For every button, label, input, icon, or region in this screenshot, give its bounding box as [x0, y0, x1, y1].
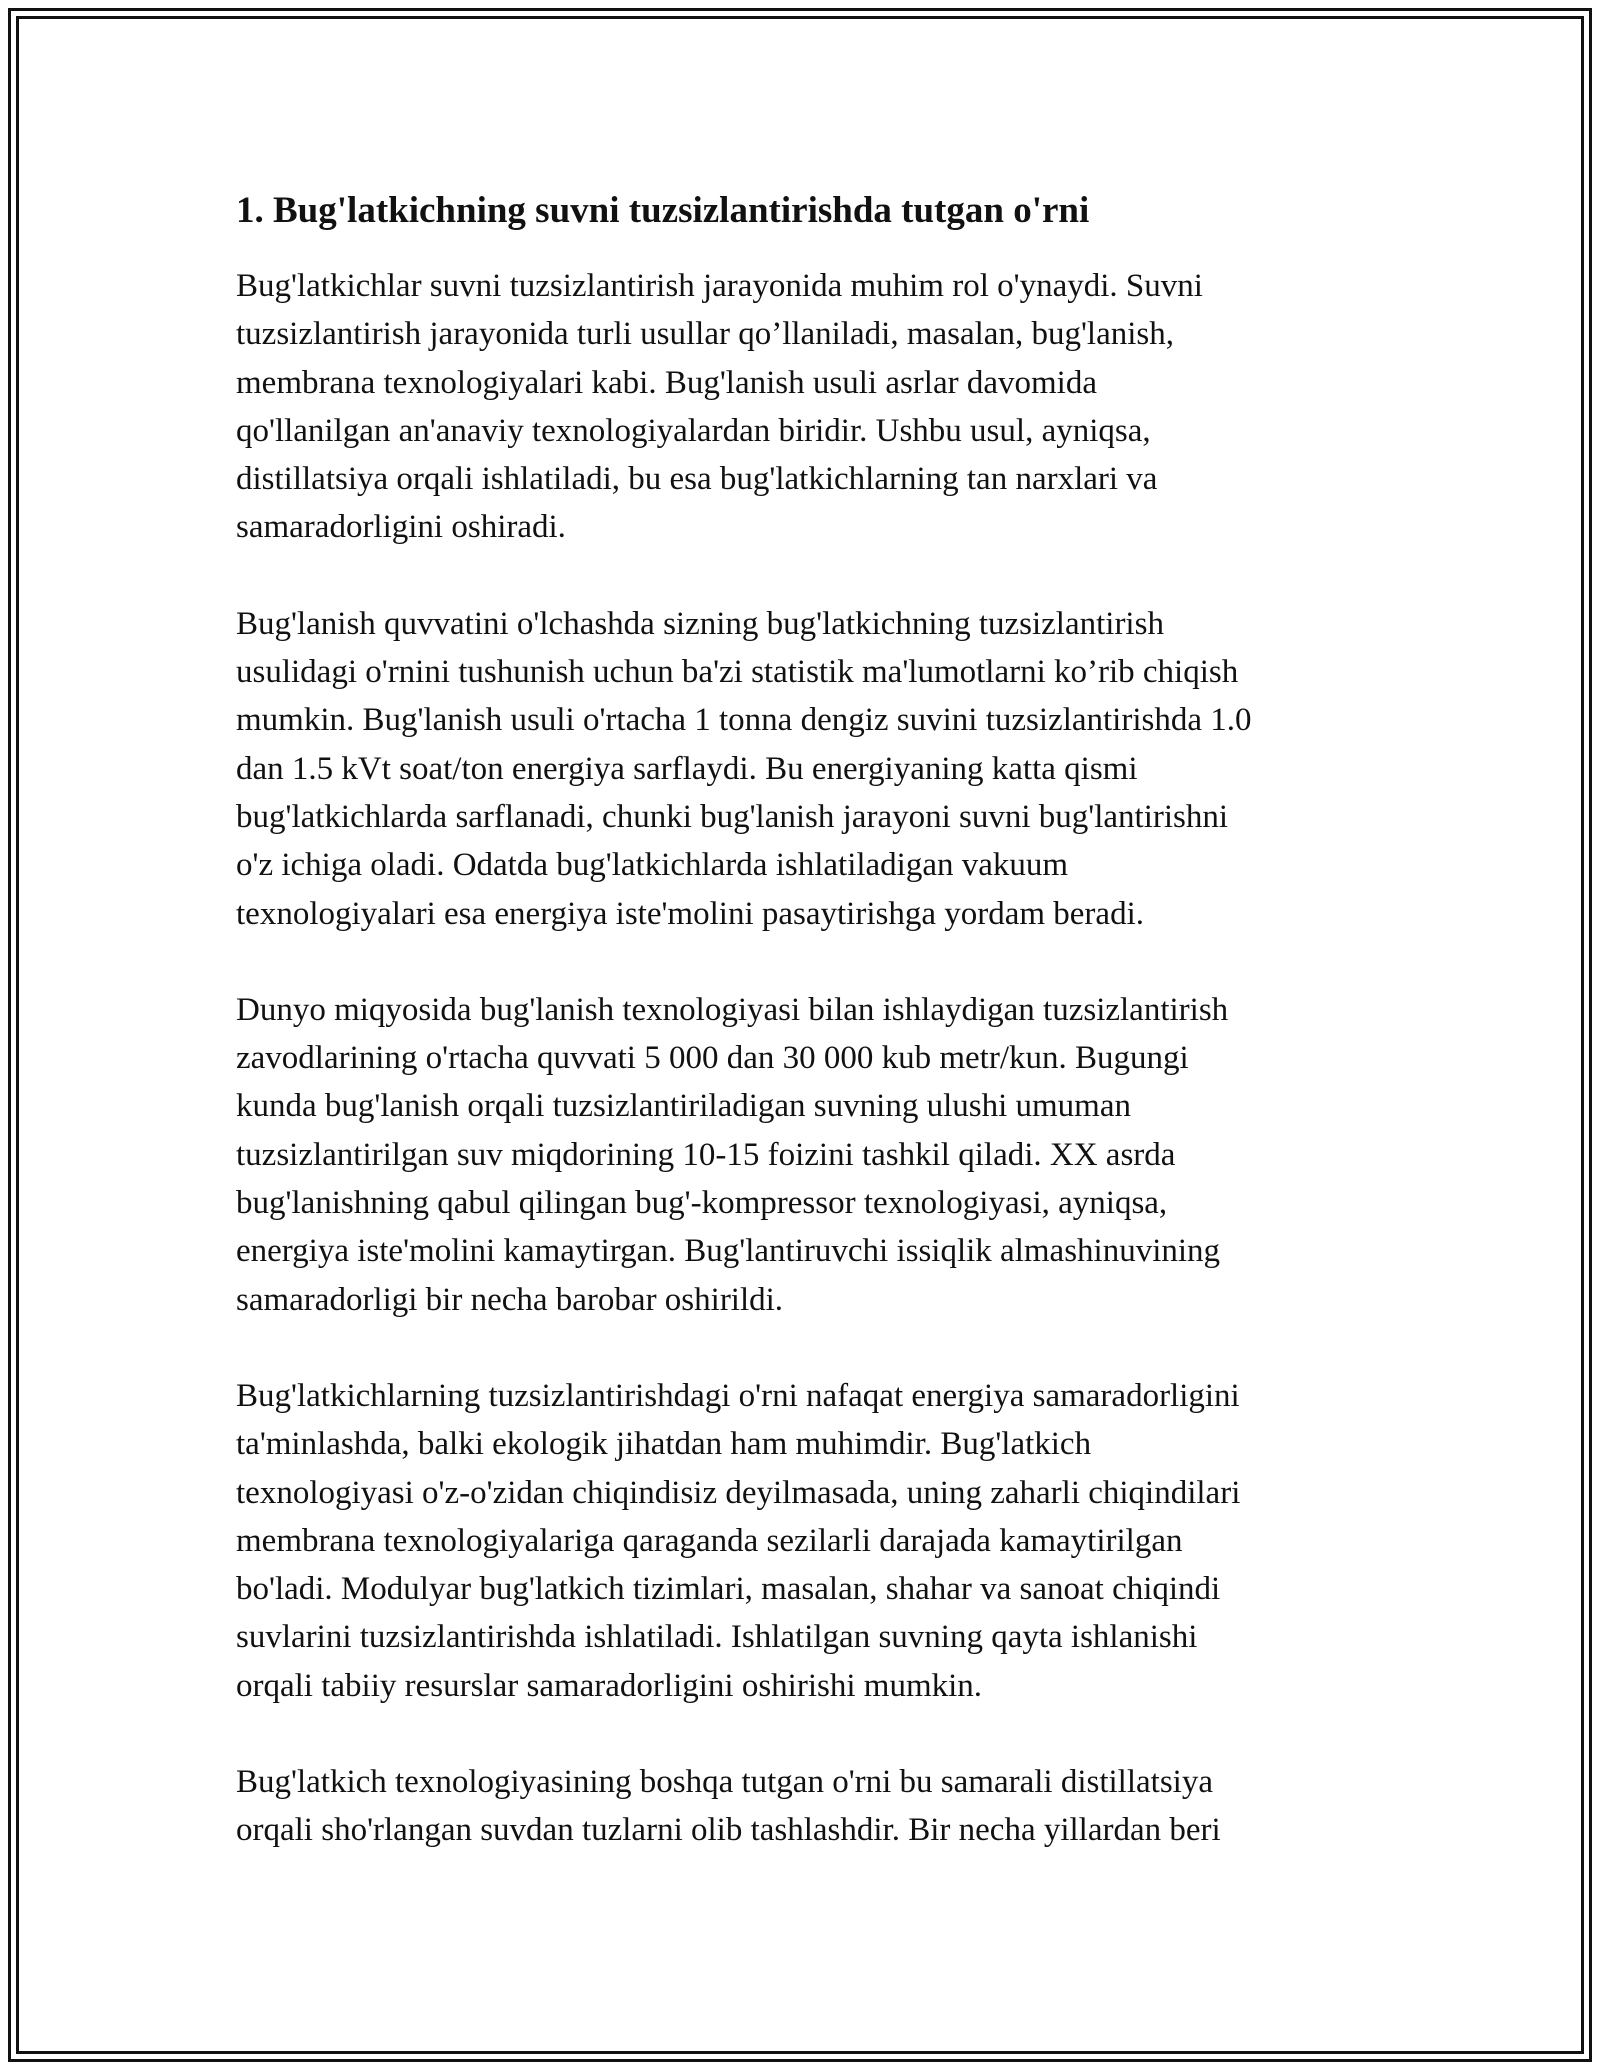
paragraph-line: orqali sho'rlangan suvdan tuzlarni olib tashlashdir. Bir necha yillardan beri — [236, 1812, 1221, 1849]
paragraph-line: membrana texnologiyalari kabi. Bug'lanish usuli asrlar davomida — [236, 364, 1097, 401]
paragraph-1 — [236, 262, 1366, 552]
paragraph-line: tuzsizlantirilgan suv miqdorining 10-15 foizini tashkil qiladi. XX asrda — [236, 1136, 1176, 1173]
paragraph-line: Bug'latkich texnologiyasining boshqa tutgan o'rni bu samarali distillatsiya — [236, 1764, 1213, 1801]
paragraph-line: orqali tabiiy resurslar samaradorligini oshirishi mumkin. — [236, 1667, 983, 1704]
paragraph-2 — [236, 600, 1366, 938]
paragraph-line: o'z ichiga oladi. Odatda bug'latkichlarda ishlatiladigan vakuum — [236, 847, 1069, 884]
paragraph-line: ta'minlashda, balki ekologik jihatdan ham muhimdir. Bug'latkich — [236, 1426, 1092, 1463]
paragraph-line: samaradorligi bir necha barobar oshirildi. — [236, 1281, 784, 1318]
paragraph-line: mumkin. Bug'lanish usuli o'rtacha 1 tonna dengiz suvini tuzsizlantirishda 1.0 — [236, 702, 1252, 739]
document-body — [236, 186, 1366, 1903]
paragraph-line: kunda bug'lanish orqali tuzsizlantiriladigan suvning ulushi umuman — [236, 1088, 1131, 1125]
paragraph-line: suvlarini tuzsizlantirishda ishlatiladi. Ishlatilgan suvning qayta ishlanishi — [236, 1619, 1198, 1656]
paragraph-line: Bug'latkichlar suvni tuzsizlantirish jarayonida muhim rol o'ynaydi. Suvni — [236, 268, 1203, 304]
paragraph-5 — [236, 1758, 1366, 1855]
paragraph-line: Bug'latkichlarning tuzsizlantirishdagi o'rni nafaqat energiya samaradorligini — [236, 1377, 1240, 1414]
paragraph-line: zavodlarining o'rtacha quvvati 5 000 dan 30 000 kub metr/kun. Bugungi — [236, 1040, 1189, 1077]
paragraph-line: dan 1.5 kVt soat/ton energiya sarflaydi. Bu energiyaning katta qismi — [236, 750, 1138, 787]
paragraph-line: tuzsizlantirish jarayonida turli usullar qo’llaniladi, masalan, bug'lanish, — [236, 316, 1174, 353]
paragraph-line: bug'latkichlarda sarflanadi, chunki bug'lanish jarayoni suvni bug'lantirishni — [236, 798, 1229, 835]
paragraph-4 — [236, 1372, 1366, 1710]
paragraph-line: Dunyo miqyosida bug'lanish texnologiyasi bilan ishlaydigan tuzsizlantirish — [236, 991, 1229, 1028]
paragraph-line: usulidagi o'rnini tushunish uchun ba'zi statistik ma'lumotlarni ko’rib chiqish — [236, 654, 1239, 691]
paragraph-line: texnologiyasi o'z-o'zidan chiqindisiz deyilmasada, uning zaharli chiqindilari — [236, 1474, 1241, 1511]
paragraph-line: bug'lanishning qabul qilingan bug'-kompressor texnologiyasi, ayniqsa, — [236, 1185, 1168, 1222]
paragraph-line: distillatsiya orqali ishlatiladi, bu esa bug'latkichlarning tan narxlari va — [236, 461, 1158, 498]
paragraph-line: energiya iste'molini kamaytirgan. Bug'lantiruvchi issiqlik almashinuvining — [236, 1233, 1221, 1270]
section-heading: 1. Bug'latkichning suvni tuzsizlantirishda tutgan o'rni — [236, 190, 1090, 231]
paragraph-line: membrana texnologiyalariga qaraganda sezilarli darajada kamaytirilgan — [236, 1522, 1183, 1559]
paragraph-line: texnologiyalari esa energiya iste'molini pasaytirishga yordam beradi. — [236, 895, 1144, 932]
paragraph-line: Bug'lanish quvvatini o'lchashda sizning bug'latkichning tuzsizlantirish — [236, 605, 1164, 642]
paragraph-line: samaradorligini oshiradi. — [236, 509, 566, 546]
paragraph-line: bo'ladi. Modulyar bug'latkich tizimlari, masalan, shahar va sanoat chiqindi — [236, 1571, 1221, 1608]
paragraph-3 — [236, 986, 1366, 1324]
paragraph-line: qo'llanilgan an'anaviy texnologiyalardan biridir. Ushbu usul, ayniqsa, — [236, 412, 1151, 449]
